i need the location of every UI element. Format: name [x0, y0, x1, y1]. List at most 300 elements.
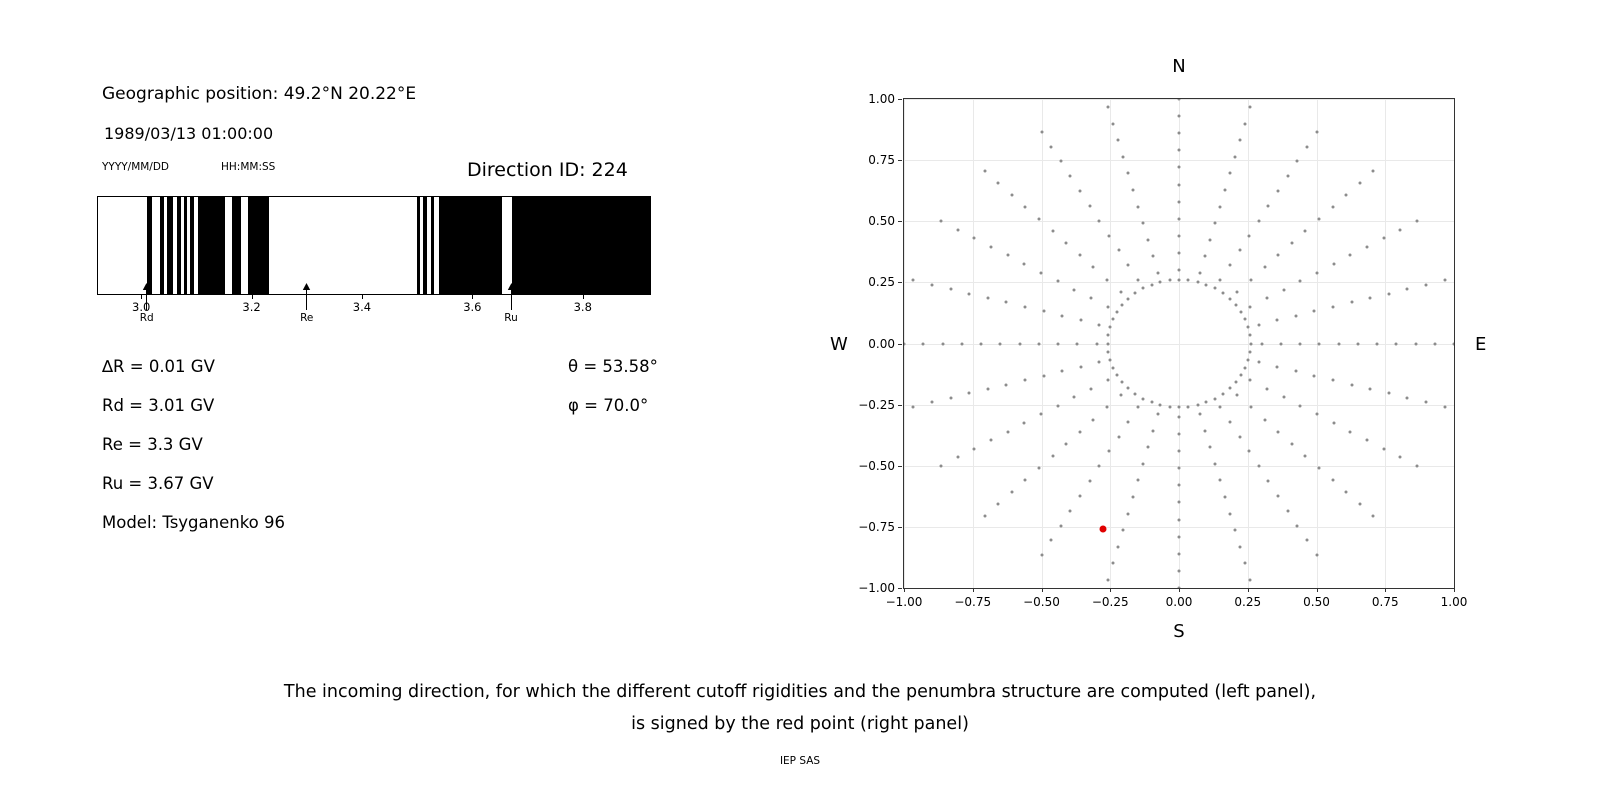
direction-dot — [1018, 342, 1021, 345]
axis-tick — [1042, 588, 1043, 592]
compass-north-label: N — [1172, 56, 1186, 77]
direction-dot — [1247, 358, 1250, 361]
direction-dot — [1146, 238, 1149, 241]
direction-dot — [1127, 420, 1130, 423]
up-arrow-icon — [141, 283, 152, 311]
ru-value: Ru = 3.67 GV — [102, 474, 214, 493]
direction-dot — [1234, 303, 1237, 306]
direction-dot — [1178, 217, 1181, 220]
direction-dot — [968, 392, 971, 395]
direction-dot — [1199, 271, 1202, 274]
direction-dot — [1395, 342, 1398, 345]
axis-tick — [898, 405, 902, 406]
compass-south-label: S — [1173, 621, 1185, 642]
rd-value: Rd = 3.01 GV — [102, 396, 215, 415]
direction-dot — [1315, 130, 1318, 133]
direction-dot — [1249, 578, 1252, 581]
direction-dot — [1151, 255, 1154, 258]
direction-dot — [1433, 342, 1436, 345]
direction-dot — [1089, 387, 1092, 390]
direction-dot — [1178, 569, 1181, 572]
direction-dot — [1178, 132, 1181, 135]
direction-dot — [1127, 264, 1130, 267]
direction-dot — [1178, 149, 1181, 152]
direction-dot — [1249, 406, 1252, 409]
direction-dot — [1039, 271, 1042, 274]
direction-dot — [941, 342, 944, 345]
direction-dot — [1178, 415, 1181, 418]
axis-tick — [583, 295, 584, 299]
penumbra-allowed-bar — [167, 197, 173, 294]
direction-dot — [1010, 491, 1013, 494]
direction-dot — [1249, 278, 1252, 281]
direction-dot — [1065, 442, 1068, 445]
direction-dot — [1178, 467, 1181, 470]
y-axis-tick-label: 0.00 — [868, 336, 895, 351]
geographic-position-label: Geographic position: 49.2°N 20.22°E — [102, 84, 417, 104]
x-axis-tick-label: 0.50 — [1303, 595, 1330, 609]
direction-dot — [1178, 115, 1181, 118]
direction-dot — [1088, 480, 1091, 483]
direction-dot — [1305, 539, 1308, 542]
direction-dot — [1196, 281, 1199, 284]
direction-dot — [1286, 175, 1289, 178]
direction-dot — [949, 396, 952, 399]
direction-dot — [973, 447, 976, 450]
direction-dot — [1106, 305, 1109, 308]
penumbra-allowed-bar — [198, 197, 224, 294]
direction-dot — [1248, 350, 1251, 353]
direction-dot — [1239, 139, 1242, 142]
direction-dot — [989, 439, 992, 442]
direction-dot — [1399, 456, 1402, 459]
direction-dot — [1117, 249, 1120, 252]
gridline — [904, 221, 1454, 222]
direction-dot — [983, 169, 986, 172]
direction-dot — [1107, 450, 1110, 453]
direction-dot — [1073, 288, 1076, 291]
direction-dot — [1079, 365, 1082, 368]
direction-dot — [1006, 430, 1009, 433]
direction-dot — [1134, 292, 1137, 295]
direction-dot — [1095, 342, 1098, 345]
direction-dot — [1178, 484, 1181, 487]
direction-dot — [1136, 205, 1139, 208]
direction-dot — [1023, 263, 1026, 266]
direction-dot — [1205, 283, 1208, 286]
penumbra-allowed-bar — [423, 197, 426, 294]
direction-dot — [1248, 234, 1251, 237]
direction-dot — [1382, 237, 1385, 240]
direction-dot — [1425, 283, 1428, 286]
direction-dot — [1267, 204, 1270, 207]
direction-dot — [1040, 554, 1043, 557]
direction-dot — [1299, 404, 1302, 407]
axis-tick-label: 3.8 — [573, 300, 592, 314]
direction-dot — [1178, 269, 1181, 272]
direction-dot — [1151, 429, 1154, 432]
direction-dot — [1196, 403, 1199, 406]
direction-dot — [1453, 342, 1456, 345]
direction-dot — [1119, 290, 1122, 293]
direction-dot — [1244, 318, 1247, 321]
direction-dot — [1111, 366, 1114, 369]
direction-dot — [1234, 155, 1237, 158]
direction-dot — [1263, 266, 1266, 269]
direction-dot — [939, 464, 942, 467]
direction-dot — [1224, 496, 1227, 499]
direction-dot — [1178, 501, 1181, 504]
direction-dot — [1219, 406, 1222, 409]
direction-dot — [1414, 342, 1417, 345]
sky-plot-chart — [903, 98, 1455, 589]
delta-r-value: ∆R = 0.01 GV — [102, 357, 215, 376]
direction-dot — [1178, 518, 1181, 521]
direction-dot — [1107, 234, 1110, 237]
gridline — [1454, 99, 1455, 588]
direction-dot — [1098, 465, 1101, 468]
direction-dot — [1116, 374, 1119, 377]
direction-dot — [1416, 464, 1419, 467]
y-axis-tick-label: −0.75 — [858, 519, 895, 534]
direction-dot — [1127, 297, 1130, 300]
up-arrow-icon — [506, 283, 517, 311]
model-value: Model: Tsyganenko 96 — [102, 513, 286, 532]
direction-dot — [1296, 524, 1299, 527]
direction-dot — [1277, 254, 1280, 257]
direction-dot — [1228, 387, 1231, 390]
direction-dot — [1350, 383, 1353, 386]
direction-dot — [1056, 404, 1059, 407]
direction-dot — [986, 388, 989, 391]
gridline — [904, 160, 1454, 161]
direction-dot — [1168, 279, 1171, 282]
direction-dot — [1244, 366, 1247, 369]
penumbra-allowed-bar — [512, 197, 650, 294]
x-axis-tick-label: 0.25 — [1234, 595, 1262, 609]
x-axis-tick-label: 0.75 — [1371, 595, 1399, 609]
direction-dot — [922, 342, 925, 345]
direction-dot — [1126, 512, 1129, 515]
direction-dot — [1304, 454, 1307, 457]
axis-tick — [1110, 588, 1111, 592]
axis-tick — [898, 99, 902, 100]
direction-dot — [1213, 287, 1216, 290]
penumbra-allowed-bar — [147, 197, 151, 294]
direction-dot — [1345, 193, 1348, 196]
direction-dot — [1187, 405, 1190, 408]
direction-dot — [1106, 578, 1109, 581]
direction-dot — [1267, 480, 1270, 483]
axis-tick — [1248, 588, 1249, 592]
axis-tick — [1179, 588, 1180, 592]
compass-east-label: E — [1475, 334, 1487, 355]
direction-dot — [1209, 238, 1212, 241]
axis-tick — [898, 282, 902, 283]
direction-dot — [1059, 524, 1062, 527]
direction-dot — [986, 296, 989, 299]
direction-dot — [1239, 374, 1242, 377]
axis-tick — [1317, 588, 1318, 592]
direction-dot — [983, 515, 986, 518]
direction-dot — [1051, 454, 1054, 457]
direction-dot — [1098, 361, 1101, 364]
direction-dot — [1005, 301, 1008, 304]
direction-dot — [1023, 305, 1026, 308]
direction-dot — [1037, 218, 1040, 221]
penumbra-allowed-bar — [232, 197, 241, 294]
direction-dot — [968, 292, 971, 295]
up-arrow-icon — [301, 283, 312, 311]
direction-dot — [1234, 529, 1237, 532]
direction-dot — [1111, 122, 1114, 125]
y-axis-tick-label: 0.25 — [868, 275, 895, 290]
axis-tick-label: 3.2 — [242, 300, 261, 314]
direction-dot — [1244, 562, 1247, 565]
direction-dot — [1127, 387, 1130, 390]
direction-dot — [1057, 342, 1060, 345]
direction-dot — [1331, 205, 1334, 208]
right-panel — [830, 55, 1530, 655]
y-axis-tick-label: 1.00 — [868, 92, 895, 106]
direction-dot — [1213, 397, 1216, 400]
direction-dot — [1178, 278, 1181, 281]
direction-dot — [1116, 310, 1119, 313]
direction-dot — [1079, 190, 1082, 193]
direction-dot — [1178, 406, 1181, 409]
axis-tick — [1454, 588, 1455, 592]
direction-dot — [1219, 278, 1222, 281]
direction-dot — [980, 342, 983, 345]
direction-dot — [1406, 396, 1409, 399]
direction-dot — [903, 342, 906, 345]
direction-dot — [1221, 392, 1224, 395]
direction-dot — [1106, 342, 1109, 345]
direction-dot — [1142, 397, 1145, 400]
direction-dot — [1156, 413, 1159, 416]
direction-dot — [1266, 297, 1269, 300]
direction-dot — [1219, 205, 1222, 208]
direction-dot — [1117, 435, 1120, 438]
direction-dot — [1069, 175, 1072, 178]
axis-tick-label: 3.6 — [463, 300, 482, 314]
direction-dot — [1257, 323, 1260, 326]
direction-dot — [1249, 379, 1252, 382]
time-format-hint: HH:MM:SS — [221, 161, 276, 173]
direction-dot — [1369, 388, 1372, 391]
y-axis-tick-label: −1.00 — [858, 581, 895, 595]
direction-dot — [1316, 271, 1319, 274]
direction-dot — [1108, 358, 1111, 361]
direction-dot — [1244, 122, 1247, 125]
direction-dot — [1221, 292, 1224, 295]
direction-dot — [1228, 420, 1231, 423]
direction-dot — [1131, 496, 1134, 499]
direction-dot — [1131, 188, 1134, 191]
rigidity-marker-label: Re — [300, 312, 314, 324]
direction-dot — [1219, 479, 1222, 482]
gridline — [904, 282, 1454, 283]
re-value: Re = 3.3 GV — [102, 435, 203, 454]
direction-dot — [1358, 503, 1361, 506]
direction-dot — [1178, 450, 1181, 453]
axis-tick — [362, 295, 363, 299]
direction-dot — [1121, 303, 1124, 306]
direction-dot — [997, 503, 1000, 506]
direction-dot — [1088, 204, 1091, 207]
direction-dot — [1399, 228, 1402, 231]
direction-dot — [1214, 462, 1217, 465]
direction-dot — [1023, 421, 1026, 424]
axis-tick — [898, 160, 902, 161]
direction-dot — [1214, 222, 1217, 225]
direction-dot — [1304, 230, 1307, 233]
direction-dot — [1050, 539, 1053, 542]
direction-dot — [1318, 342, 1321, 345]
axis-tick — [973, 588, 974, 592]
direction-dot — [1039, 413, 1042, 416]
direction-dot — [1089, 297, 1092, 300]
axis-tick — [898, 466, 902, 467]
direction-dot — [973, 237, 976, 240]
direction-dot — [1107, 334, 1110, 337]
direction-dot — [1159, 281, 1162, 284]
x-axis-tick-label: −0.25 — [1091, 595, 1129, 609]
penumbra-allowed-bar — [439, 197, 502, 294]
direction-dot — [1229, 512, 1232, 515]
direction-dot — [1286, 509, 1289, 512]
direction-dot — [1150, 283, 1153, 286]
figure-caption — [0, 676, 1600, 740]
left-panel — [0, 0, 760, 620]
direction-dot — [1098, 323, 1101, 326]
axis-tick-label: 3.4 — [352, 300, 372, 314]
compass-west-label: W — [830, 334, 848, 355]
direction-dot — [1178, 432, 1181, 435]
footer-credit: IEP SAS — [779, 755, 821, 767]
direction-dot — [1056, 280, 1059, 283]
x-axis-tick-label: 0.00 — [1165, 595, 1193, 609]
direction-dot — [1238, 435, 1241, 438]
direction-dot — [1238, 249, 1241, 252]
penumbra-allowed-bar — [184, 197, 187, 294]
direction-dot — [1098, 219, 1101, 222]
x-axis-tick-label: −0.50 — [1023, 595, 1060, 609]
direction-dot — [1406, 288, 1409, 291]
direction-dot — [956, 456, 959, 459]
x-axis-tick-label: −0.75 — [954, 595, 992, 609]
direction-dot — [1249, 342, 1252, 345]
direction-dot — [1263, 418, 1266, 421]
rigidity-marker-re — [287, 283, 327, 324]
direction-dot — [1277, 190, 1280, 193]
direction-dot — [939, 220, 942, 223]
direction-dot — [1119, 394, 1122, 397]
direction-dot — [1111, 318, 1114, 321]
direction-dot — [1079, 494, 1082, 497]
rigidity-marker-label: Ru — [504, 312, 518, 324]
direction-dot — [1279, 342, 1282, 345]
direction-dot — [1332, 305, 1335, 308]
direction-dot — [1178, 535, 1181, 538]
direction-dot — [1134, 392, 1137, 395]
direction-dot — [1290, 242, 1293, 245]
direction-dot — [1425, 401, 1428, 404]
direction-dot — [1024, 205, 1027, 208]
direction-dot — [1126, 172, 1129, 175]
direction-dot — [1249, 305, 1252, 308]
direction-dot — [1376, 342, 1379, 345]
direction-dot — [1366, 439, 1369, 442]
direction-dot — [1416, 220, 1419, 223]
direction-dot — [1266, 387, 1269, 390]
gridline — [904, 344, 1454, 345]
penumbra-allowed-bar — [190, 197, 193, 294]
direction-dot — [1006, 254, 1009, 257]
direction-dot — [1092, 418, 1095, 421]
direction-dot — [1178, 166, 1181, 169]
axis-tick — [904, 588, 905, 592]
axis-tick-label: 3.0 — [132, 300, 151, 314]
direction-dot — [1282, 396, 1285, 399]
direction-dot — [1257, 361, 1260, 364]
direction-dot — [1372, 515, 1375, 518]
direction-dot — [1178, 200, 1181, 203]
direction-dot — [1168, 405, 1171, 408]
direction-dot — [1316, 413, 1319, 416]
direction-dot — [1069, 509, 1072, 512]
direction-dot — [1076, 342, 1079, 345]
direction-dot — [1121, 155, 1124, 158]
direction-dot — [1349, 430, 1352, 433]
direction-dot — [1078, 430, 1081, 433]
direction-dot — [1350, 301, 1353, 304]
direction-dot — [1136, 406, 1139, 409]
direction-dot — [960, 342, 963, 345]
penumbra-band-chart — [97, 196, 651, 295]
direction-dot — [1224, 188, 1227, 191]
penumbra-allowed-bar — [248, 197, 269, 294]
direction-dot — [1387, 292, 1390, 295]
axis-tick — [898, 588, 902, 589]
axis-tick — [252, 295, 253, 299]
direction-dot — [1092, 266, 1095, 269]
direction-dot — [1299, 280, 1302, 283]
selected-direction-point[interactable] — [1099, 525, 1106, 532]
direction-dot — [1247, 326, 1250, 329]
direction-dot — [1199, 413, 1202, 416]
direction-dot — [1010, 193, 1013, 196]
direction-dot — [1228, 264, 1231, 267]
direction-dot — [1282, 288, 1285, 291]
caption-line-2: is signed by the red point (right panel) — [631, 714, 969, 734]
direction-dot — [1349, 254, 1352, 257]
penumbra-axis — [97, 295, 651, 315]
direction-dot — [1040, 130, 1043, 133]
direction-dot — [1159, 403, 1162, 406]
direction-dot — [999, 342, 1002, 345]
y-axis-tick-label: −0.25 — [858, 397, 895, 412]
direction-dot — [1065, 242, 1068, 245]
direction-dot — [1443, 405, 1446, 408]
direction-dot — [930, 401, 933, 404]
direction-dot — [1178, 234, 1181, 237]
direction-dot — [1299, 342, 1302, 345]
direction-dot — [1332, 263, 1335, 266]
direction-dot — [1234, 381, 1237, 384]
direction-dot — [1260, 342, 1263, 345]
phi-value: φ = 70.0° — [568, 396, 649, 415]
